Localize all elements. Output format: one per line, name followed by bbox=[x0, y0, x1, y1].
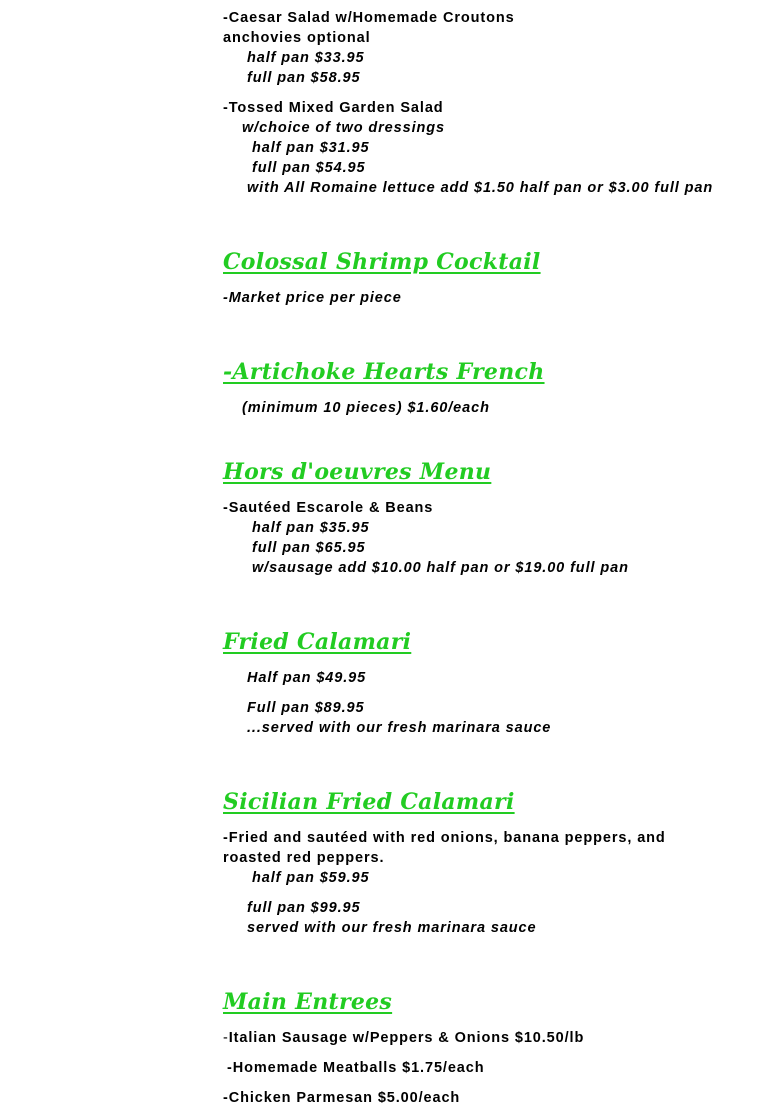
sicilian-calamari-description: -Fried and sautéed with red onions, banana peppers, and roasted red peppers. bbox=[223, 830, 666, 866]
garden-salad-note: w/choice of two dressings bbox=[242, 120, 445, 136]
escarole-sausage-option: w/sausage add $10.00 half pan or $19.00 full pan bbox=[252, 560, 629, 576]
fried-calamari-heading: Fried Calamari bbox=[223, 629, 412, 655]
entree-italian-sausage bbox=[223, 1028, 584, 1048]
entree-chicken-parmesan: -Chicken Parmesan $5.00/each bbox=[223, 1090, 461, 1103]
caesar-salad-title: -Caesar Salad w/Homemade Croutons bbox=[223, 10, 515, 26]
shrimp-cocktail-price: -Market price per piece bbox=[223, 290, 402, 306]
entree-meatballs: -Homemade Meatballs $1.75/each bbox=[227, 1060, 485, 1076]
garden-romaine-option: with All Romaine lettuce add $1.50 half pan or $3.00 full pan bbox=[247, 180, 714, 196]
caesar-salad-note: anchovies optional bbox=[223, 30, 371, 46]
caesar-half-pan-price: half pan $33.95 bbox=[247, 50, 365, 66]
hors-doeuvres-heading: Hors d'oeuvres Menu bbox=[223, 459, 492, 485]
garden-salad-title: -Tossed Mixed Garden Salad bbox=[223, 100, 444, 116]
escarole-half-pan-price: half pan $35.95 bbox=[252, 520, 370, 536]
artichoke-hearts-heading: -Artichoke Hearts French bbox=[223, 359, 545, 385]
artichoke-hearts-price: (minimum 10 pieces) $1.60/each bbox=[242, 400, 490, 416]
garden-full-pan-price: full pan $54.95 bbox=[252, 160, 366, 176]
entree-italian-sausage-label: Italian Sausage w/Peppers & Onions $10.50/lb bbox=[228, 1030, 585, 1046]
entree-dash: - bbox=[223, 1030, 229, 1046]
calamari-half-pan-price: Half pan $49.95 bbox=[247, 670, 367, 686]
shrimp-cocktail-heading: Colossal Shrimp Cocktail bbox=[223, 249, 541, 275]
caesar-full-pan-price: full pan $58.95 bbox=[247, 70, 361, 86]
escarole-beans-title: -Sautéed Escarole & Beans bbox=[223, 500, 434, 516]
escarole-full-pan-price: full pan $65.95 bbox=[252, 540, 366, 556]
sicilian-sauce-note: served with our fresh marinara sauce bbox=[247, 920, 537, 936]
main-entrees-heading: Main Entrees bbox=[223, 989, 393, 1015]
calamari-full-pan-price: Full pan $89.95 bbox=[247, 700, 365, 716]
sicilian-calamari-heading: Sicilian Fried Calamari bbox=[223, 789, 515, 815]
sicilian-full-pan-price: full pan $99.95 bbox=[247, 900, 361, 916]
calamari-sauce-note: ...served with our fresh marinara sauce bbox=[247, 720, 552, 736]
garden-half-pan-price: half pan $31.95 bbox=[252, 140, 370, 156]
sicilian-half-pan-price: half pan $59.95 bbox=[252, 870, 370, 886]
